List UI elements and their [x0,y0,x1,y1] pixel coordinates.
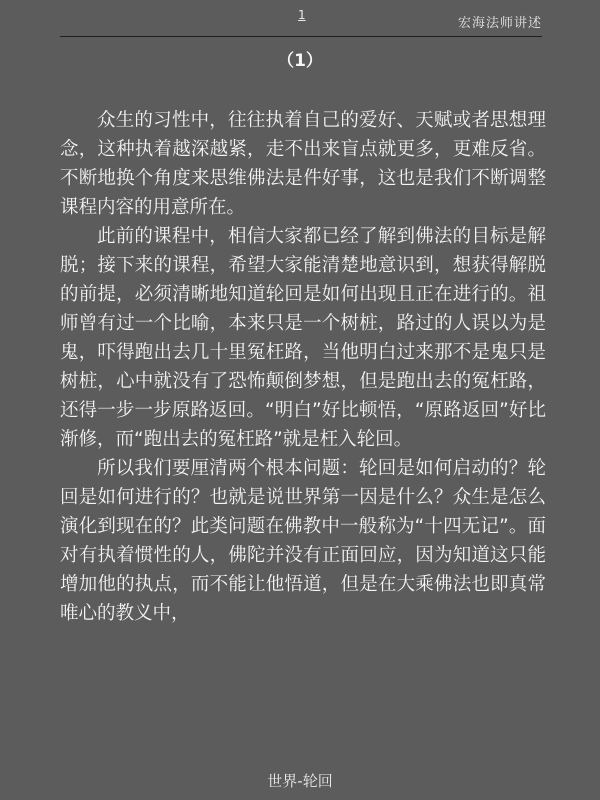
body-text [60,106,546,628]
footer-title: 世界-轮回 [267,772,333,790]
paragraph: 此前的课程中，相信大家都已经了解到佛法的目标是解脱；接下来的课程，希望大家能清楚地意识到，想获得解脱的前提，必须清晰地知道轮回是如何出现且正在进行的。祖师曾有过一个比喻，本来只是一个树桩，路过的人误以为是鬼，吓得跑出去几十里冤枉路，当他明白过来那不是鬼只是树桩，心中就没有了恐怖颠倒梦想，但是跑出去的冤枉路，还得一步一步原路返回。“明白”好比顿悟，“原路返回”好比渐修，而“跑出去的冤枉路”就是枉入轮回。 [60,226,546,450]
book-title: 宏海法师讲述 [457,16,542,31]
page-header [60,6,542,36]
header-divider [60,36,542,37]
paragraph: 所以我们要厘清两个根本问题：轮回是如何启动的？轮回是如何进行的？也就是说世界第一因是什么？众生是怎么演化到现在的？此类问题在佛教中一般称为“十四无记”。面对有执着惯性的人，佛陀并没有正面回应，因为知道这只能增加他的执点，而不能让他悟道，但是在大乘佛法也即真常唯心的教义中， [60,458,546,624]
page-number: 1 [298,8,306,22]
paragraph: 众生的习性中，往往执着自己的爱好、天赋或者思想理念，这种执着越深越紧，走不出来盲点就更多，更难反省。不断地换个角度来思维佛法是件好事，这也是我们不断调整课程内容的用意所在。 [60,110,546,218]
section-title: （1） [277,51,323,71]
